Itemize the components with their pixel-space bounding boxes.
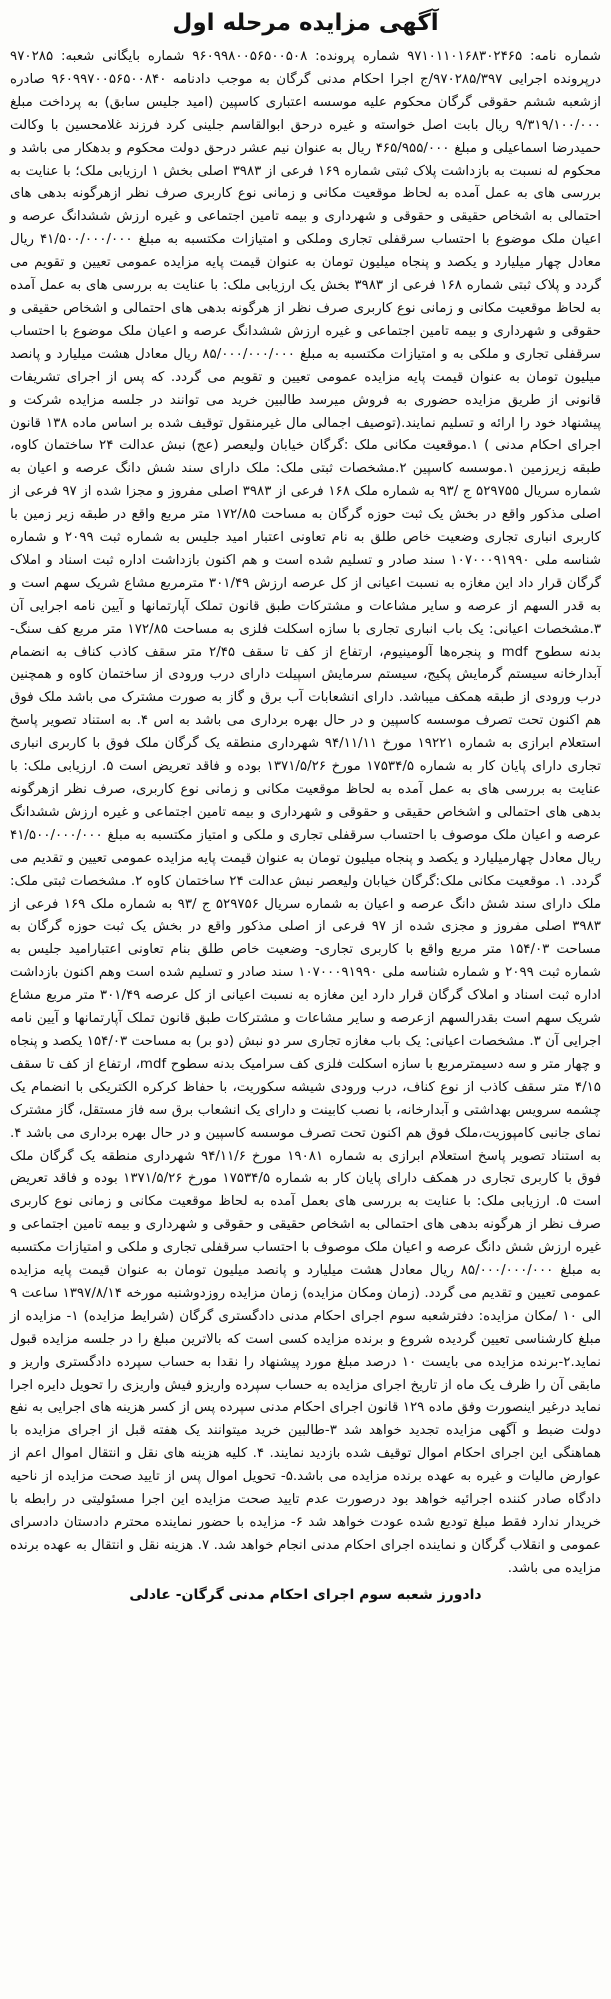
notice-title: آگهی مزایده مرحله اول <box>172 10 439 36</box>
notice-body <box>10 46 601 1581</box>
signature: دادورز شعبه سوم اجرای احکام مدنی گرگان- عادلی <box>129 1586 482 1603</box>
notice-paragraph: شماره نامه: ۹۷۱۰۱۱۰۱۶۸۳۰۲۴۶۵ شماره پرونده: ۹۶۰۹۹۸۰۰۵۶۵۰۰۵۰۸ شماره بایگانی شعبه: ۹۷۰۲۸۵ درپرونده اجرایی ۹۷۰۲۸۵/۳۹۷/ج اجرا احکام مدنی گرگان به موجب دادنامه ۹۶۰۹۹۷۰۰۵۶۵۰۰۸۴۰ صادره ازشعبه ششم حقوقی گرگان محکوم علیه موسسه اعتباری کاسپین (امید جلیس سابق) به پرداخت مبلغ ۹/۳۱۹/۱۰۰/۰۰۰ ریال بابت اصل خواسته و غیره درحق ابوالقاسم جلینی کرد فرزند غلامحسین با وکالت حمیدرضا اسماعیلی و مبلغ ۴۶۵/۹۵۵/۰۰۰ ریال به عنوان نیم عشر درحق دولت محکوم و بدهکار می باشد و محکوم له نسبت به بازداشت پلاک ثبتی شماره ۱۶۹ فرعی از ۳۹۸۳ اصلی بخش ۱ ارزیابی ملک؛ با عنایت به بررسی های به عمل آمده به لحاظ موقعیت مکانی و زمانی نوع کاربری صرف نظر ازهرگونه بدهی های احتمالی به اشخاص حقیقی و حقوقی و شهرداری و بیمه تامین اجتماعی و غیره ارزش ششدانگ عرصه و اعیان ملک موضوع با احتساب سرقفلی تجاری وملکی و امتیازات مکتسبه به مبلغ ۴۱/۵۰۰/۰۰۰/۰۰۰ ریال معادل چهار میلیارد و یکصد و پنجاه میلیون تومان به عنوان قیمت پایه مزایده عمومی تعیین و تقویم می گردد و پلاک ثبتی شماره ۱۶۸ فرعی از ۳۹۸۳ بخش یک ارزیابی ملک: با عنایت به بررسی های به عمل آمده به لحاظ موقعیت مکانی و زمانی نوع کاربری صرف نظر از هرگونه بدهی های احتمالی و اشخاص حقیقی و حقوقی و شهرداری و بیمه تامین اجتماعی و غیره ارزش ششدانگ عرصه و اعیان ملک موضوع با احتساب سرقفلی تجاری و ملکی به و امتیازات مکتسبه به مبلغ ۸۵/۰۰۰/۰۰۰/۰۰۰ ریال معادل هشت میلیارد و پانصد میلیون تومان به عنوان قیمت پایه مزایده عمومی تعیین و تقویم می گردد. که پس از اجرای تشریفات قانونی از طریق مزایده حضوری به فروش میرسد طالبین خرید می توانند در جلسه مزایده شرکت و پیشنهاد خود را ارائه و تسلیم نمایند.(توصیف اجمالی مال غیرمنقول توقیف شده بر اساس ماده ۱۳۸ قانون اجرای احکام مدنی ) ۱.موقعیت مکانی ملک :گرگان خیابان ولیعصر (عج) نبش عدالت ۲۴ ساختمان کاوه، طبقه زیرزمین ۱.موسسه کاسپین ۲.مشخصات ثبتی ملک: ملک دارای سند شش دانگ عرصه و اعیان به شماره سریال ۵۲۹۷۵۵ ج /۹۳ به شماره ملک ۱۶۸ فرعی از ۳۹۸۳ اصلی مفروز و مجزا شده از ۹۷ فرعی از اصلی مذکور واقع در بخش یک ثبت حوزه گرگان به مساحت ۱۷۲/۸۵ متر مربع واقع در طبقه زیر زمین با کاربری انباری تجاری وضعیت خاص طلق به نام تعاونی اعتبار امید جلیس به شماره ثبت ۲۰۹۹ و شماره شناسه ملی ۱۰۷۰۰۰۹۱۹۹۰ سند صادر و تسلیم شده است و هم اکنون بازداشت اداره ثبت اسناد و املاک گرگان قرار داد این مغازه به نسبت اعیانی از کل عرصه ارزش ۳۰۱/۴۹ مترمربع مشاع شریک سهم است و به قدر السهم از عرصه و سایر مشاعات و مشترکات طبق قانون تملک آپارتمانها و آیین نامه اجرایی آن ۳.مشخصات اعیانی: یک باب انباری تجاری با سازه اسکلت فلزی به مساحت ۱۷۲/۸۵ متر مربع کف سنگ-بدنه سطوح mdf و پنجره‌ها آلومینیوم، ارتفاع از کف تا سقف ۲/۴۵ متر سقف کاذب کناف به انضمام آبدارخانه سیستم گرمایش پکیج، سیستم سرمایش اسپیلت دارای درب ورودی از ساختمان کاوه و همچنین درب ورودی از طبقه همکف میباشد. دارای انشعابات آب برق و گاز به صورت مشترک می باشد ملک فوق هم اکنون تحت تصرف موسسه کاسپین و در حال بهره برداری می باشد به اس ۴. به استناد تصویر پاسخ استعلام ابرازی به شماره ۱۹۲۲۱ مورخ ۹۴/۱۱/۱۱ شهرداری منطقه یک گرگان ملک فوق با کاربری انباری تجاری دارای پایان کار به شماره ۱۷۵۳۴/۵ مورخ ۱۳۷۱/۵/۲۶ بوده و فاقد تعریض است ۵. ارزیابی ملک: با عنایت به بررسی های به عمل آمده به لحاظ موقعیت مکانی و زمانی نوع کاربری، صرف نظر ازهرگونه بدهی های احتمالی و اشخاص حقیقی و حقوقی و شهرداری و بیمه تامین اجتماعی و غیره ارزش ششدانگ عرصه و اعیان ملک موصوف با احتساب سرقفلی تجاری و ملکی و امتیاز مکتسبه به مبلغ ۴۱/۵۰۰/۰۰۰/۰۰۰ ریال معادل چهارمیلیارد و یکصد و پنجاه میلیون تومان به عنوان قیمت پایه مزایده عمومی تعیین و تقدیم می گردد. ۱. موقعیت مکانی ملک:گرگان خیابان ولیعصر نبش عدالت ۲۴ ساختمان کاوه ۲. مشخصات ثبتی ملک: ملک دارای سند شش دانگ عرصه و اعیان به شماره سریال ۵۲۹۷۵۶ ج /۹۳ به شماره ملک ۱۶۹ فرعی از ۳۹۸۳ اصلی مفروز و مجزی شده از ۹۷ فرعی از اصلی مذکور واقع در بخش یک ثبت حوزه گرگان به مساحت ۱۵۴/۰۳ متر مربع واقع با کاربری تجاری- وضعیت خاص طلق بنام تعاونی اعتبارامید جلیس به شماره ثبت ۲۰۹۹ و شماره شناسه ملی ۱۰۷۰۰۰۹۱۹۹۰ سند صادر و تسلیم شده است وهم اکنون بازداشت اداره ثبت اسناد و املاک گرگان قرار دارد این مغازه به نسبت اعیانی از کل عرصه ۳۰۱/۴۹ متر مربع مشاع شریک سهم است بقدرالسهم ازعرصه و سایر مشاعات و مشترکات طبق قانون تملک آپارتمانها و آیین نامه اجرایی آن ۳. مشخصات اعیانی: یک باب مغازه تجاری سر دو نبش (دو بر) به مساحت ۱۵۴/۰۳ یکصد و پنجاه و چهار متر و سه دسیمترمربع با سازه اسکلت فلزی کف سرامیک بدنه سطوح mdf، ارتفاع از کف تا سقف ۴/۱۵ متر سقف کاذب از نوع کناف، درب ورودی شیشه سکوریت، با حفاظ کرکره الکتریکی با انضمام یک چشمه سرویس بهداشتی و آبدارخانه، با نصب کابینت و دارای یک انشعاب برق سه فاز مستقل، گاز مشترک نمای جانبی کامپوزیت،ملک فوق هم اکنون تحت تصرف موسسه کاسپین و در حال بهره برداری می باشد ۴. به استناد تصویر پاسخ استعلام ابرازی به شماره ۱۹۰۸۱ مورخ ۹۴/۱۱/۶ شهرداری منطقه یک گرگان ملک فوق با کاربری تجاری در همکف دارای پایان کار به شماره ۱۷۵۳۴/۵ مورخ ۱۳۷۱/۵/۲۶ بوده و فاقد تعریض است ۵. ارزیابی ملک: با عنایت به بررسی های بعمل آمده به لحاظ موقعیت مکانی و زمانی نوع کاربری صرف نظر از هرگونه بدهی های احتمالی به اشخاص حقیقی و حقوقی و شهرداری و بیمه تامین اجتماعی و غیره ارزش شش دانگ عرصه و اعیان ملک موصوف با احتساب سرقفلی تجاری و ملکی و امتیازات مکتسبه به مبلغ ۸۵/۰۰۰/۰۰۰/۰۰۰ ریال معادل هشت میلیارد و پانصد میلیون تومان به عنوان قیمت پایه مزایده عمومی تعیین و تقدیم می گردد. (زمان ومکان مزایده) زمان مزایده روزدوشنبه مورخه ۱۳۹۷/۸/۱۴ ساعت ۹ الی ۱۰ /مکان مزایده: دفترشعبه سوم اجرای احکام مدنی دادگستری گرگان (شرایط مزایده) ۱- مزایده از مبلغ کارشناسی تعیین گردیده شروع و برنده مزایده کسی است که بالاترین مبلغ را در جلسه مزایده قبول نماید.۲-برنده مزایده می بایست ۱۰ درصد مبلغ مورد پیشنهاد را نقدا به حساب سپرده دادگستری واریز و مابقی آن را ظرف یک ماه از تاریخ اجرای مزایده به حساب سپرده واریزو فیش واریزی را تحویل دایره اجرا نماید درغیر اینصورت وفق ماده ۱۲۹ قانون اجرای احکام مدنی سپرده پس از کسر هزینه های اجرایی به نفع دولت ضبط و آگهی مزایده تجدید خواهد شد ۳-طالبین خرید میتوانند یک هفته قبل از اجرای مزایده با هماهنگی این اجرای احکام اموال توقیف شده بازدید نمایند. ۴. کلیه هزینه های نقل و انتقال اموال اعم از عوارض مالیات و غیره به عهده برنده مزایده می باشد.۵- تحویل اموال پس از تایید صحت مزایده از ناحیه دادگاه صادر کننده اجرائیه خواهد بود درصورت عدم تایید صحت مزایده این اجرا مسئولیتی در رابطه با خریدار ندارد فقط مبلغ تودیع شده عودت خواهد شد ۶- مزایده با حضور نماینده محترم دادستان دادسرای عمومی و انقلاب گرگان و نماینده اجرای احکام مدنی انجام خواهد شد. ۷. هزینه نقل و انتقال به عهده برنده مزایده می باشد. <box>10 49 602 1576</box>
